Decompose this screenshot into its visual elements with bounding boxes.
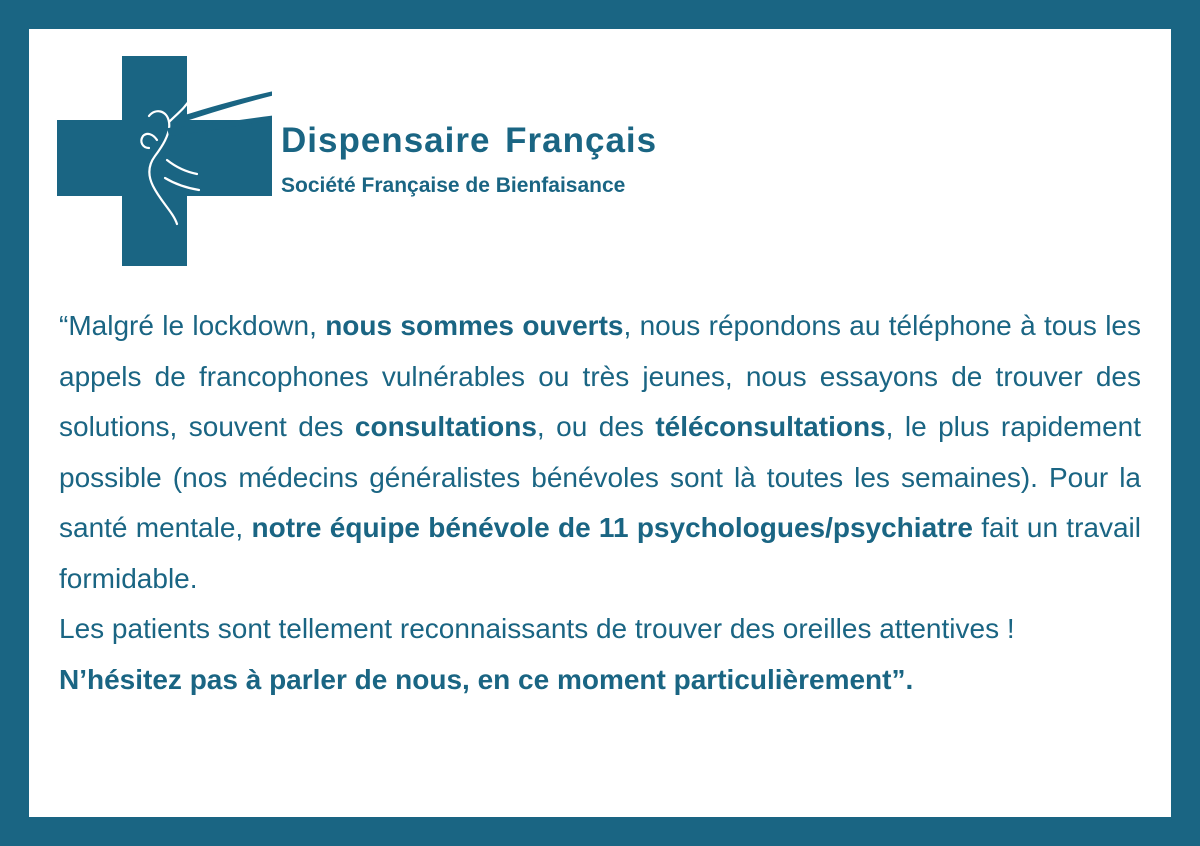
cross-dove-icon (57, 56, 272, 266)
quote-emphasis: nous sommes ouverts (325, 310, 624, 341)
brand-name: Dispensaire Français (281, 121, 658, 160)
quote-text-span: fait un travail formidable. (59, 512, 1141, 594)
brand-subtitle: Société Française de Bienfaisance (281, 174, 626, 197)
quote-text-span: , le plus rapidement possible (nos médecins généralistes bénévoles sont là toutes les semaines). Pour la santé mentale, (59, 411, 1142, 543)
quote-emphasis: consultations (354, 411, 537, 442)
quote-paragraph-1 (59, 301, 1141, 604)
message-card (29, 29, 1171, 817)
quote-text-span: , nous répondons au téléphone à tous les appels de francophones vulnérables ou très jeunes, nous essayons de trouver des solutions, souvent des (59, 310, 1141, 442)
quote-closing: N’hésitez pas à parler de nous, en ce moment particulièrement”. (59, 663, 914, 695)
quote-emphasis: téléconsultations (655, 411, 886, 442)
quote-text (59, 301, 1141, 705)
quote-paragraph-2: Les patients sont tellement reconnaissants de trouver des oreilles attentives ! (59, 613, 1015, 644)
quote-text-span: , ou des (536, 411, 656, 442)
quote-text-span: “Malgré le lockdown, (59, 310, 326, 341)
quote-emphasis: notre équipe bénévole de 11 psychologues/psychiatre (251, 512, 973, 543)
